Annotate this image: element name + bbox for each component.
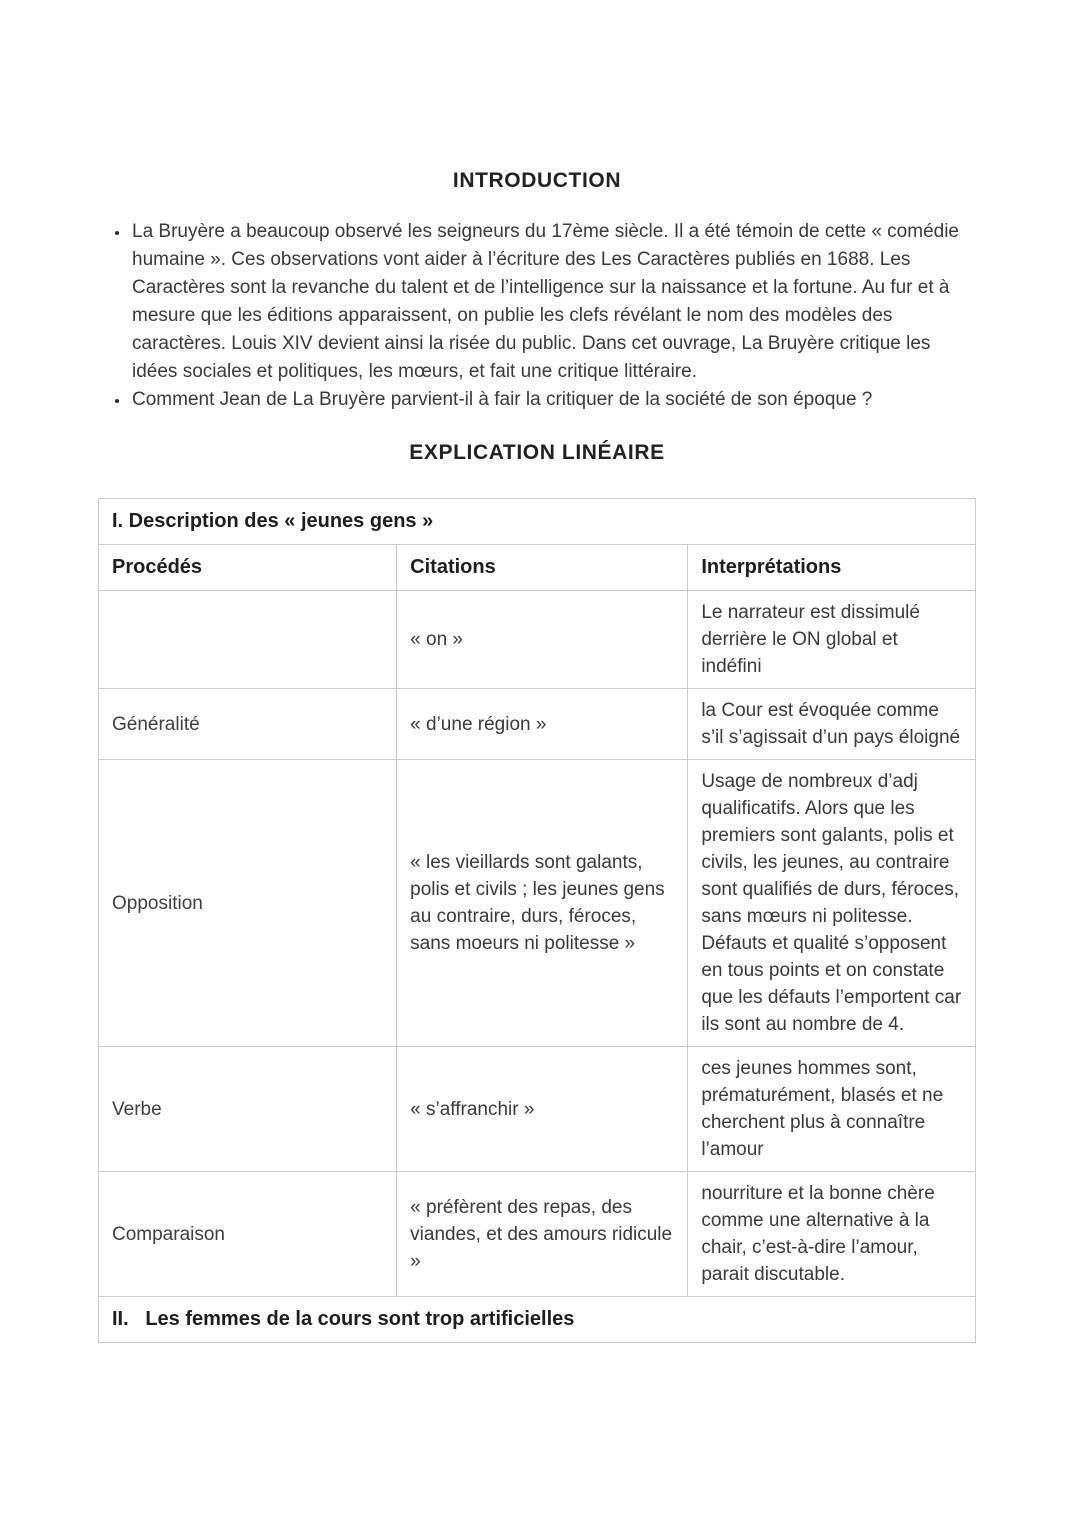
- citation-cell: « préfèrent des repas, des viandes, et des amours ridicule »: [397, 1172, 688, 1297]
- intro-bullet-list: [98, 218, 976, 414]
- procede-cell: [99, 591, 397, 689]
- table-row-comparaison: [99, 1172, 976, 1297]
- interpretation-cell: Usage de nombreux d’adj qualificatifs. Alors que les premiers sont galants, polis et civils, les jeunes, au contraire sont qualifiés de durs, féroces, sans mœurs ni politesse. Défauts et qualité s’opposent en tous points et on constate que les défauts l’emportent car ils sont au nombre de 4.: [688, 760, 976, 1047]
- intro-bullet-1: • La Bruyère a beaucoup observé les seigneurs du 17ème siècle. Il a été témoin de cette « comédie humaine ». Ces observations vont aider à l’écriture des Les Caractères publiés en 1688. Les Caractères sont la revanche du talent et de l’intelligence sur la naissance et la fortune. Au fur et à mesure que les éditions apparaissent, on publie les clefs révélant le nom des modèles des caractères. Louis XIV devient ainsi la risée du public. Dans cet ouvrage, La Bruyère critique les idées sociales et politiques, les mœurs, et fait une critique littéraire.: [130, 218, 976, 386]
- procede-cell: Comparaison: [99, 1172, 397, 1297]
- intro-bullet-2: • Comment Jean de La Bruyère parvient-il à fair la critiquer de la société de son époque ?: [130, 386, 976, 414]
- citation-cell: « les vieillards sont galants, polis et civils ; les jeunes gens au contraire, durs, féroces, sans moeurs ni politesse »: [397, 760, 688, 1047]
- interpretation-cell: Le narrateur est dissimulé derrière le ON global et indéfini: [688, 591, 976, 689]
- citation-cell: « s’affranchir »: [397, 1047, 688, 1172]
- interpretation-cell: ces jeunes hommes sont, prématurément, blasés et ne cherchent plus à connaître l’amour: [688, 1047, 976, 1172]
- table-row-verbe: [99, 1047, 976, 1172]
- table-row-generalite: [99, 689, 976, 760]
- interpretation-cell: la Cour est évoquée comme s’il s’agissait d’un pays éloigné: [688, 689, 976, 760]
- column-header-procedes: Procédés: [99, 545, 397, 591]
- procede-cell: Verbe: [99, 1047, 397, 1172]
- table-row-opposition: [99, 760, 976, 1047]
- interpretation-cell: nourriture et la bonne chère comme une alternative à la chair, c’est-à-dire l’amour, parait discutable.: [688, 1172, 976, 1297]
- procede-cell: Généralité: [99, 689, 397, 760]
- column-header-interpretations: Interprétations: [688, 545, 976, 591]
- table-section-1: [99, 499, 976, 545]
- table-section-2: [99, 1297, 976, 1343]
- section-2-title: II. Les femmes de la cours sont trop artificielles: [99, 1297, 976, 1343]
- section-1-title: I. Description des « jeunes gens »: [99, 499, 976, 545]
- explication-table: [98, 498, 976, 1343]
- intro-heading: INTRODUCTION: [452, 169, 622, 192]
- table-row-on: [99, 591, 976, 689]
- column-header-citations: Citations: [397, 545, 688, 591]
- procede-cell: Opposition: [99, 760, 397, 1047]
- citation-cell: « on »: [397, 591, 688, 689]
- explication-heading: EXPLICATION LINÉAIRE: [409, 441, 665, 464]
- table-header-row: [99, 545, 976, 591]
- citation-cell: « d’une région »: [397, 689, 688, 760]
